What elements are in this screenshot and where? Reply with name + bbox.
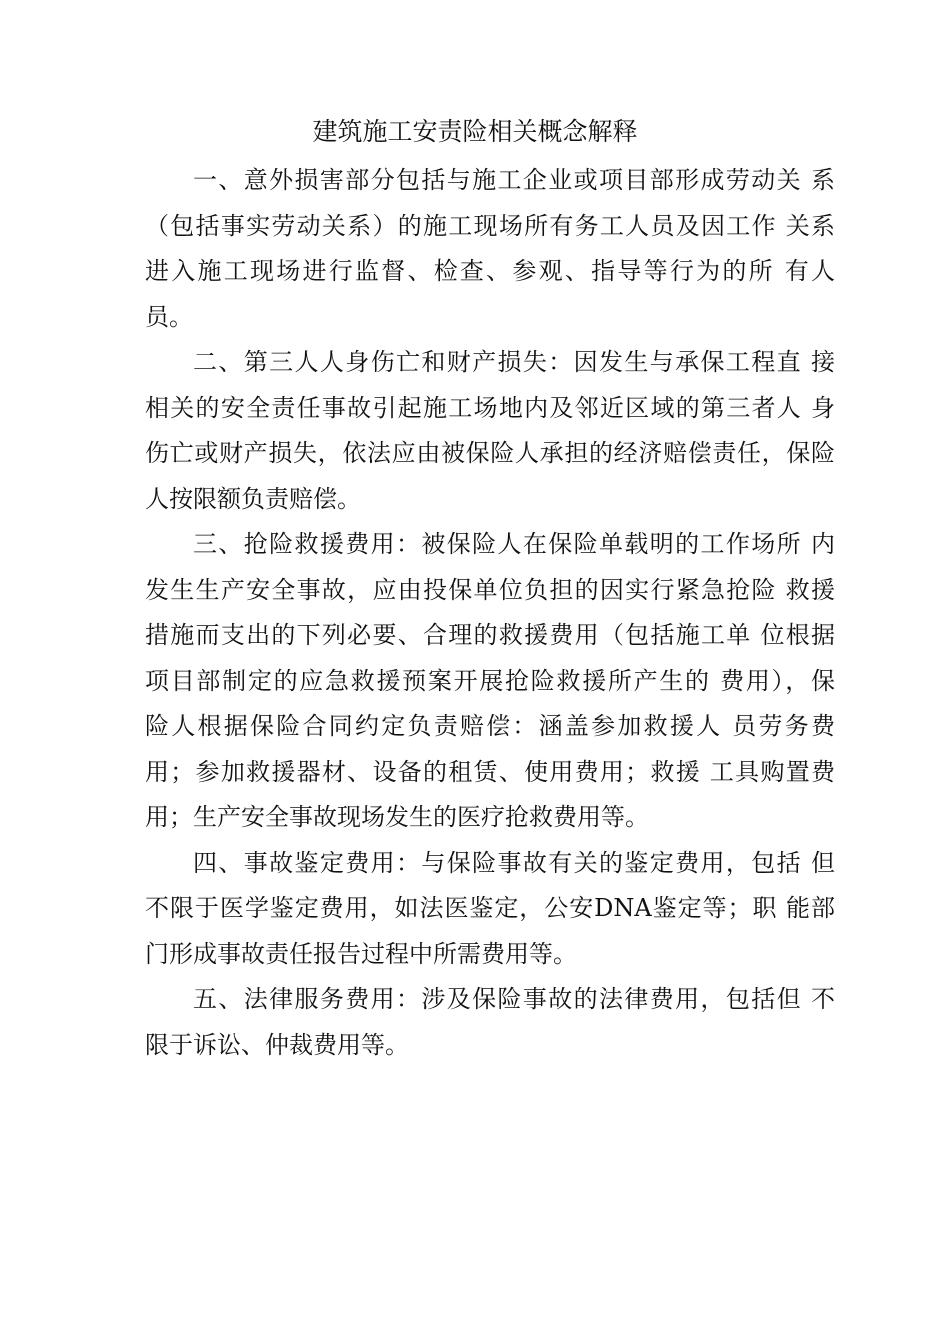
paragraph-line: 不限于医学鉴定费用，如法医鉴定，公安DNA鉴定等；职 能部 (145, 894, 835, 922)
paragraph-line: 五、法律服务费用：涉及保险事故的法律费用，包括但 不 (193, 985, 835, 1013)
paragraph-line: 三、抢险救援费用：被保险人在保险单载明的工作场所 内 (193, 530, 835, 558)
paragraph-line: 一、意外损害部分包括与施工企业或项目部形成劳动关 系 (193, 166, 835, 194)
paragraph-line: 限于诉讼、仲裁费用等。 (145, 1030, 409, 1059)
paragraph-line: 进入施工现场进行监督、检查、参观、指导等行为的所 有人 (145, 257, 835, 285)
paragraph-4 (145, 841, 835, 978)
paragraph-line: 发生生产安全事故，应由投保单位负担的因实行紧急抢险 救援 (145, 575, 835, 604)
paragraph-line: 用；生产安全事故现场发生的医疗抢救费用等。 (145, 803, 649, 831)
paragraph-2 (145, 340, 835, 522)
paragraph-line: （包括事实劳动关系）的施工现场所有务工人员及因工作 关系 (145, 211, 835, 240)
paragraph-1 (145, 158, 835, 340)
paragraph-line: 相关的安全责任事故引起施工场地内及邻近区域的第三者人 身 (145, 393, 835, 422)
paragraph-line: 员。 (145, 302, 193, 331)
paragraph-line: 措施而支出的下列必要、合理的救援费用（包括施工单 位根据 (145, 621, 835, 649)
paragraph-line: 门形成事故责任报告过程中所需费用等。 (145, 939, 577, 968)
paragraph-line: 项目部制定的应急救援预案开展抢险救援所产生的 费用），保 (145, 666, 835, 695)
paragraph-line: 四、事故鉴定费用：与保险事故有关的鉴定费用，包括 但 (193, 848, 835, 877)
document-body (145, 158, 835, 1068)
paragraph-line: 人按限额负责赔偿。 (145, 484, 361, 513)
document-title: 建筑施工安责险相关概念解释 (312, 117, 638, 146)
paragraph-line: 用；参加救援器材、设备的租赁、使用费用；救援 工具购置费 (145, 757, 835, 786)
paragraph-line: 伤亡或财产损失，依法应由被保险人承担的经济赔偿责任，保险 (145, 439, 835, 467)
paragraph-line: 险人根据保险合同约定负责赔偿：涵盖参加救援人 员劳务费 (145, 712, 835, 740)
paragraph-line: 二、第三人人身伤亡和财产损失：因发生与承保工程直 接 (193, 348, 835, 376)
paragraph-5 (145, 977, 835, 1068)
paragraph-3 (145, 522, 835, 841)
